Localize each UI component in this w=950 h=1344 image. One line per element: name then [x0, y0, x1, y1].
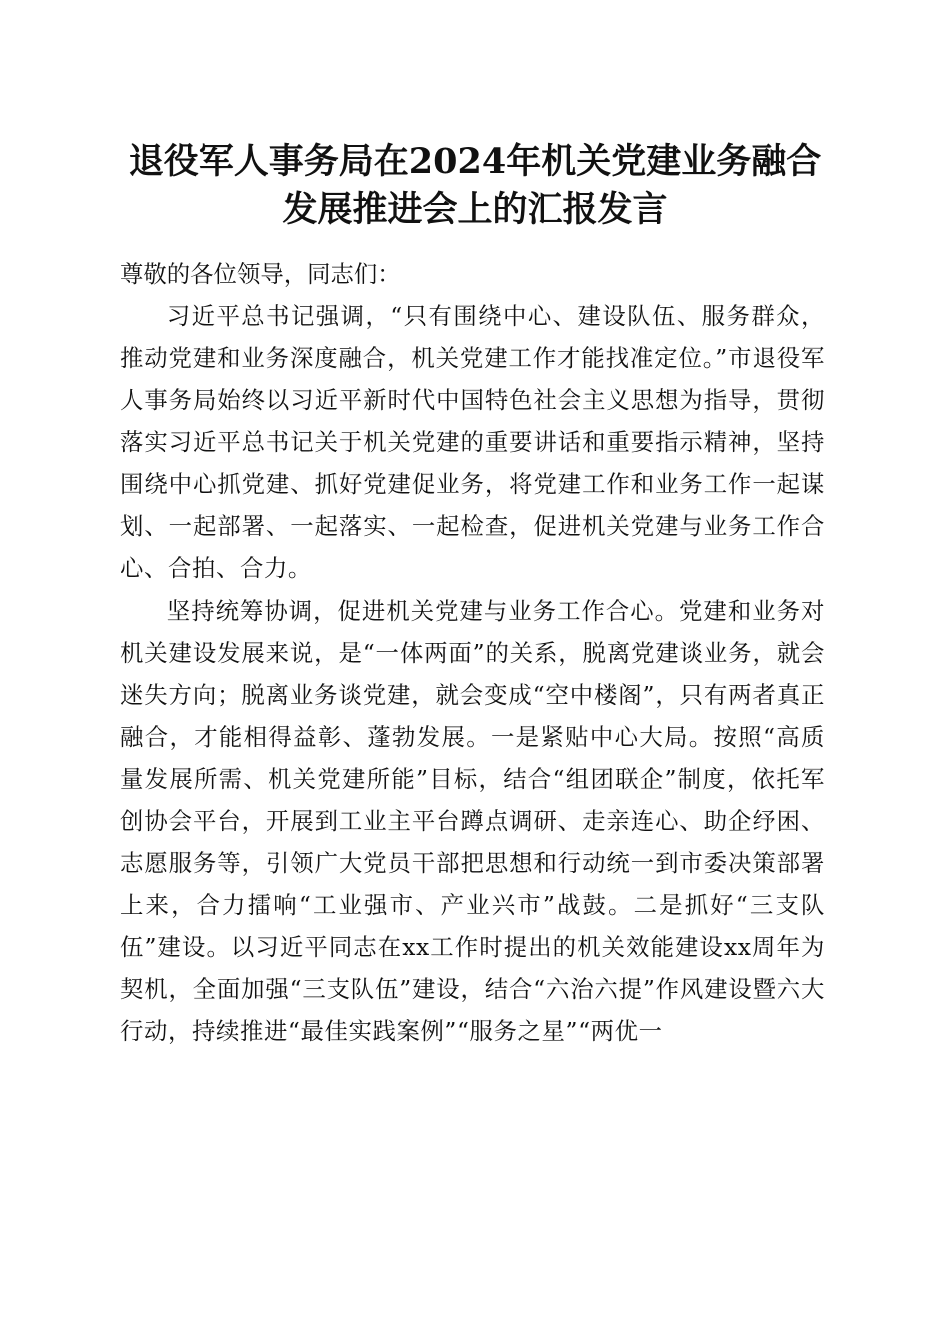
salutation: 尊敬的各位领导，同志们：: [120, 260, 401, 288]
title-line-1: 退役军人事务局在2024年机关党建业务融合: [128, 141, 822, 182]
title-line-2: 发展推进会上的汇报发言: [282, 189, 668, 230]
paragraph: 坚持统筹协调，促进机关党建与业务工作合心。党建和业务对机关建设发展来说，是“一体两面”的关系，脱离党建谈业务，就会迷失方向；脱离业务谈党建，就会变成“空中楼阁”，只有两者真正融合，才能相得益彰、蓬勃发展。一是紧贴中心大局。按照“高质量发展所需、机关党建所能”目标，结合“组团联企”制度，依托军创协会平台，开展到工业主平台蹲点调研、走亲连心、助企纾困、志愿服务等，引领广大党员干部把思想和行动统一到市委决策部署上来，合力擂响“工业强市、产业兴市”战鼓。二是抓好“三支队伍”建设。以习近平同志在xx工作时提出的机关效能建设xx周年为契机，全面加强“三支队伍”建设，结合“六治六提”作风建设暨六大行动，持续推进“最佳实践案例”“服务之星”“两优一: [120, 597, 825, 1045]
document-title: [110, 138, 840, 234]
paragraph: 习近平总书记强调，“只有围绕中心、建设队伍、服务群众，推动党建和业务深度融合，机关党建工作才能找准定位。”市退役军人事务局始终以习近平新时代中国特色社会主义思想为指导，贯彻落实习近平总书记关于机关党建的重要讲话和重要指示精神，坚持围绕中心抓党建、抓好党建促业务，将党建工作和业务工作一起谋划、一起部署、一起落实、一起检查，促进机关党建与业务工作合心、合拍、合力。: [120, 302, 825, 582]
document-body: [120, 253, 825, 1052]
